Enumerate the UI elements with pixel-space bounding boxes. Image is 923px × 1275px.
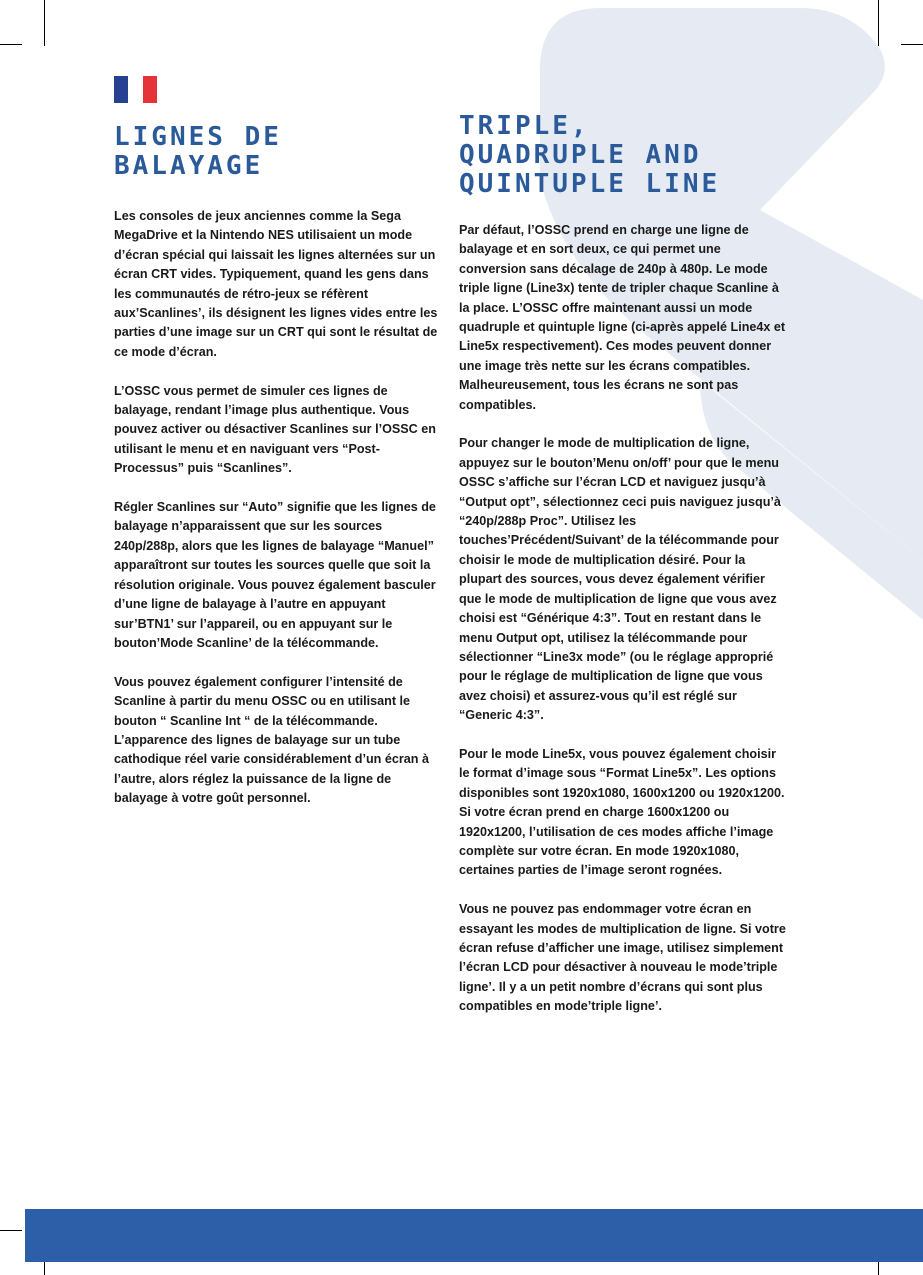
paragraph: Régler Scanlines sur “Auto” signifie que les lignes de balayage n’apparaissent que sur les sources 240p/288p, alors que les lignes de balayage “Manuel” apparaîtront sur toutes les sources quelle que soit la résolution originale. Vous pouvez également basculer d’une ligne de balayage à l’autre en appuyant sur’BTN1’ sur l’appareil, ou en appuyant sur le bouton’Mode Scanline’ de la télécommande.	[114, 500, 436, 650]
crop-mark	[901, 44, 923, 45]
paragraph: L’OSSC vous permet de simuler ces lignes de balayage, rendant l’image plus authentique. Vous pouvez activer ou désactiver Scanlines sur l’OSSC en utilisant le menu et en naviguant vers “Post-Processus” puis “Scanlines”.	[114, 383, 436, 476]
heading-scanlines	[114, 123, 282, 181]
heading-line: BALAYAGE	[114, 151, 264, 181]
paragraph: Pour changer le mode de multiplication de ligne, appuyez sur le bouton’Menu on/off’ pour que le menu OSSC s’affiche sur l’écran LCD et naviguez jusqu’à “Output opt”, sélectionnez ceci puis naviguez jusqu’à “240p/288p Proc”. Utilisez les touches’Précédent/Suivant’ de la télécommande pour choisir le mode de multiplication désiré. Pour la plupart des sources, vous devez également vérifier que le mode de multiplication de ligne que vous avez choisi est “Générique 4:3”. Tout en restant dans le menu Output opt, utilisez la télécommande pour sélectionner “Line3x mode” (ou le réglage approprié pour le réglage de multiplication de ligne que vous avez choisi) et assurez-vous qu’il est réglé sur “Generic 4:3”.	[459, 436, 781, 723]
heading-line: QUINTUPLE LINE	[459, 169, 721, 199]
heading-line: LIGNES DE	[114, 122, 282, 152]
crop-mark	[0, 44, 22, 45]
right-column	[459, 221, 789, 1036]
paragraph: Vous pouvez également configurer l’intensité de Scanline à partir du menu OSSC ou en utilisant le bouton “ Scanline Int “ de la télécommande. L’apparence des lignes de balayage sur un tube cathodique réel varie considérablement d’un écran à l’autre, alors réglez la puissance de la ligne de balayage à votre goût personnel.	[114, 674, 429, 806]
flag-stripe-red	[143, 76, 157, 103]
heading-line-multiplication	[459, 112, 720, 199]
footer-bar	[25, 1209, 923, 1262]
heading-line: TRIPLE,	[459, 111, 590, 141]
crop-mark	[44, 0, 45, 46]
paragraph: Les consoles de jeux anciennes comme la Sega MegaDrive et la Nintendo NES utilisaient un mode d’écran spécial qui laissait les lignes alternées sur un écran CRT vides. Typiquement, quand les gens dans les communautés de rétro-jeux se réfèrent aux’Scanlines’, ils désignent les lignes vides entre les parties d’une image sur un CRT qui sont le résultat de ce mode d’écran.	[114, 209, 438, 359]
heading-line: QUADRUPLE AND	[459, 140, 702, 170]
crop-mark	[878, 0, 879, 46]
paragraph: Vous ne pouvez pas endommager votre écran en essayant les modes de multiplication de ligne. Si votre écran refuse d’afficher une image, utilisez simplement l’écran LCD pour désactiver à nouveau le mode’triple ligne’. Il y a un petit nombre d’écrans qui sont plus compatibles en mode’triple ligne’.	[459, 902, 786, 1014]
paragraph: Par défaut, l’OSSC prend en charge une ligne de balayage et en sort deux, ce qui permet une conversion sans décalage de 240p à 480p. Le mode triple ligne (Line3x) tente de tripler chaque Scanline à la place. L’OSSC offre maintenant aussi un mode quadruple et quintuple ligne (ci-après appelé Line4x et Line5x respectivement). Ces modes peuvent donner une image très nette sur les écrans compatibles. Malheureusement, tous les écrans ne sont pas compatibles.	[459, 223, 786, 412]
paragraph: Pour le mode Line5x, vous pouvez également choisir le format d’image sous “Format Line5x”. Les options disponibles sont 1920x1080, 1600x1200 ou 1920x1200. Si votre écran prend en charge 1600x1200 ou 1920x1200, l’utilisation de ces modes affiche l’image complète sur votre écran. En mode 1920x1080, certaines parties de l’image seront rognées.	[459, 746, 785, 878]
flag-stripe-blue	[114, 76, 128, 103]
left-column	[114, 207, 442, 828]
flag-stripe-white	[128, 76, 142, 103]
french-flag-icon	[114, 76, 157, 103]
crop-mark	[0, 1230, 22, 1231]
